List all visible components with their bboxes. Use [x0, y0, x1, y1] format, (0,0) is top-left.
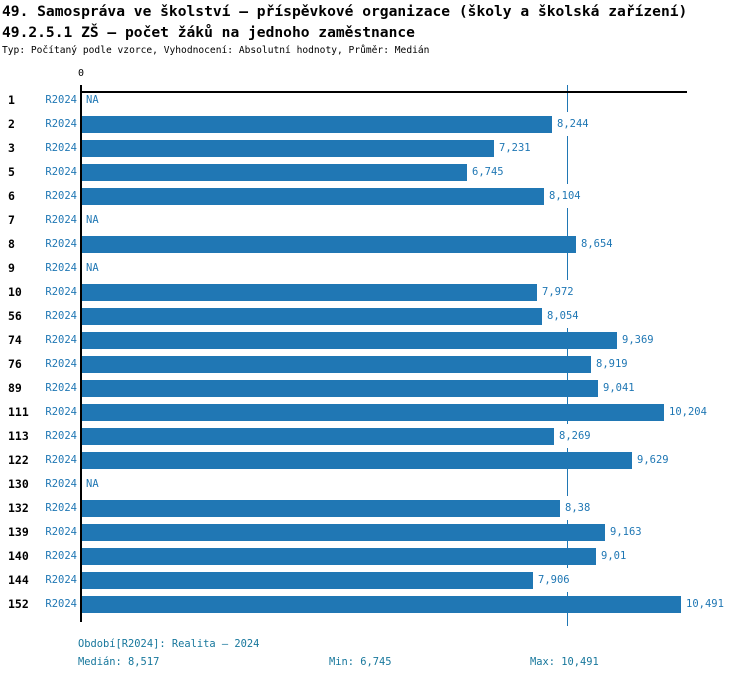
value-bar: [82, 380, 598, 397]
row-period-label: R2024: [45, 118, 77, 130]
bar-value-label: 7,972: [541, 280, 575, 304]
row-index-label: 122: [8, 453, 29, 467]
row-index-label: 144: [8, 573, 29, 587]
table-row: [0, 328, 750, 352]
row-period-label: R2024: [45, 598, 77, 610]
bar-value-label: 8,654: [580, 232, 614, 256]
footer-max-stat: Max: 10,491: [530, 656, 599, 668]
value-bar: [82, 596, 681, 613]
value-bar: [82, 236, 576, 253]
row-period-label: R2024: [45, 262, 77, 274]
row-index-label: 2: [8, 117, 15, 131]
row-index-label: 139: [8, 525, 29, 539]
row-index-label: 113: [8, 429, 29, 443]
table-row: [0, 208, 750, 232]
row-period-label: R2024: [45, 550, 77, 562]
value-bar: [82, 572, 533, 589]
axis-zero-tick-label: 0: [77, 68, 85, 79]
table-row: [0, 376, 750, 400]
row-index-label: 132: [8, 501, 29, 515]
value-bar: [82, 308, 542, 325]
bar-value-label: 10,204: [668, 400, 708, 424]
footer-min-stat: Min: 6,745: [329, 656, 392, 668]
value-bar: [82, 524, 605, 541]
value-bar: [82, 452, 632, 469]
bar-value-label: 9,163: [609, 520, 643, 544]
table-row: [0, 472, 750, 496]
table-row: [0, 592, 750, 616]
row-index-label: 56: [8, 309, 22, 323]
row-period-label: R2024: [45, 94, 77, 106]
row-index-label: 3: [8, 141, 15, 155]
row-period-label: R2024: [45, 574, 77, 586]
table-row: [0, 184, 750, 208]
row-period-label: R2024: [45, 502, 77, 514]
row-index-label: 5: [8, 165, 15, 179]
bar-value-label: 9,01: [600, 544, 627, 568]
row-index-label: 111: [8, 405, 29, 419]
na-label: NA: [86, 478, 99, 490]
row-index-label: 7: [8, 213, 15, 227]
value-bar: [82, 356, 591, 373]
table-row: [0, 424, 750, 448]
value-bar: [82, 116, 552, 133]
table-row: [0, 496, 750, 520]
table-row: [0, 160, 750, 184]
row-period-label: R2024: [45, 382, 77, 394]
row-index-label: 152: [8, 597, 29, 611]
value-bar: [82, 140, 494, 157]
value-bar: [82, 500, 560, 517]
report-title-line2: 49.2.5.1 ZŠ – počet žáků na jednoho zaměstnance: [2, 24, 415, 41]
row-index-label: 74: [8, 333, 22, 347]
row-period-label: R2024: [45, 286, 77, 298]
row-period-label: R2024: [45, 526, 77, 538]
row-index-label: 140: [8, 549, 29, 563]
bar-value-label: 10,491: [685, 592, 725, 616]
table-row: [0, 568, 750, 592]
category-axis-line: [80, 85, 82, 622]
na-label: NA: [86, 214, 99, 226]
row-index-label: 6: [8, 189, 15, 203]
bar-chart-rows: [0, 88, 750, 616]
table-row: [0, 112, 750, 136]
bar-value-label: 8,244: [556, 112, 590, 136]
row-period-label: R2024: [45, 214, 77, 226]
value-bar: [82, 428, 554, 445]
bar-value-label: 7,231: [498, 136, 532, 160]
table-row: [0, 544, 750, 568]
row-index-label: 1: [8, 93, 15, 107]
row-period-label: R2024: [45, 358, 77, 370]
row-period-label: R2024: [45, 142, 77, 154]
table-row: [0, 136, 750, 160]
bar-value-label: 8,38: [564, 496, 591, 520]
bar-value-label: 9,629: [636, 448, 670, 472]
bar-value-label: 8,919: [595, 352, 629, 376]
value-bar: [82, 332, 617, 349]
row-index-label: 89: [8, 381, 22, 395]
value-bar: [82, 164, 467, 181]
row-period-label: R2024: [45, 310, 77, 322]
row-index-label: 10: [8, 285, 22, 299]
value-bar: [82, 284, 537, 301]
row-index-label: 130: [8, 477, 29, 491]
bar-value-label: 8,054: [546, 304, 580, 328]
table-row: [0, 520, 750, 544]
bar-value-label: 8,269: [558, 424, 592, 448]
row-period-label: R2024: [45, 478, 77, 490]
row-period-label: R2024: [45, 190, 77, 202]
row-index-label: 76: [8, 357, 22, 371]
table-row: [0, 280, 750, 304]
bar-value-label: 9,041: [602, 376, 636, 400]
report-title-line1: 49. Samospráva ve školství – příspěvkové organizace (školy a školská zařízení): [2, 3, 688, 20]
footer-period-legend: Období[R2024]: Realita – 2024: [78, 638, 260, 650]
report-meta-line: Typ: Počítaný podle vzorce, Vyhodnocení: Absolutní hodnoty, Průměr: Medián: [2, 45, 430, 56]
table-row: [0, 304, 750, 328]
bar-value-label: 6,745: [471, 160, 505, 184]
value-bar: [82, 188, 544, 205]
row-period-label: R2024: [45, 238, 77, 250]
row-index-label: 9: [8, 261, 15, 275]
value-bar: [82, 548, 596, 565]
row-period-label: R2024: [45, 334, 77, 346]
bar-value-label: 8,104: [548, 184, 582, 208]
footer-median-stat: Medián: 8,517: [78, 656, 160, 668]
table-row: [0, 448, 750, 472]
value-axis-line: [80, 91, 687, 93]
bar-value-label: 7,906: [537, 568, 571, 592]
row-period-label: R2024: [45, 406, 77, 418]
row-period-label: R2024: [45, 430, 77, 442]
table-row: [0, 400, 750, 424]
na-label: NA: [86, 94, 99, 106]
value-bar: [82, 404, 664, 421]
table-row: [0, 232, 750, 256]
na-label: NA: [86, 262, 99, 274]
row-period-label: R2024: [45, 454, 77, 466]
bar-value-label: 9,369: [621, 328, 655, 352]
table-row: [0, 256, 750, 280]
row-period-label: R2024: [45, 166, 77, 178]
table-row: [0, 352, 750, 376]
row-index-label: 8: [8, 237, 15, 251]
